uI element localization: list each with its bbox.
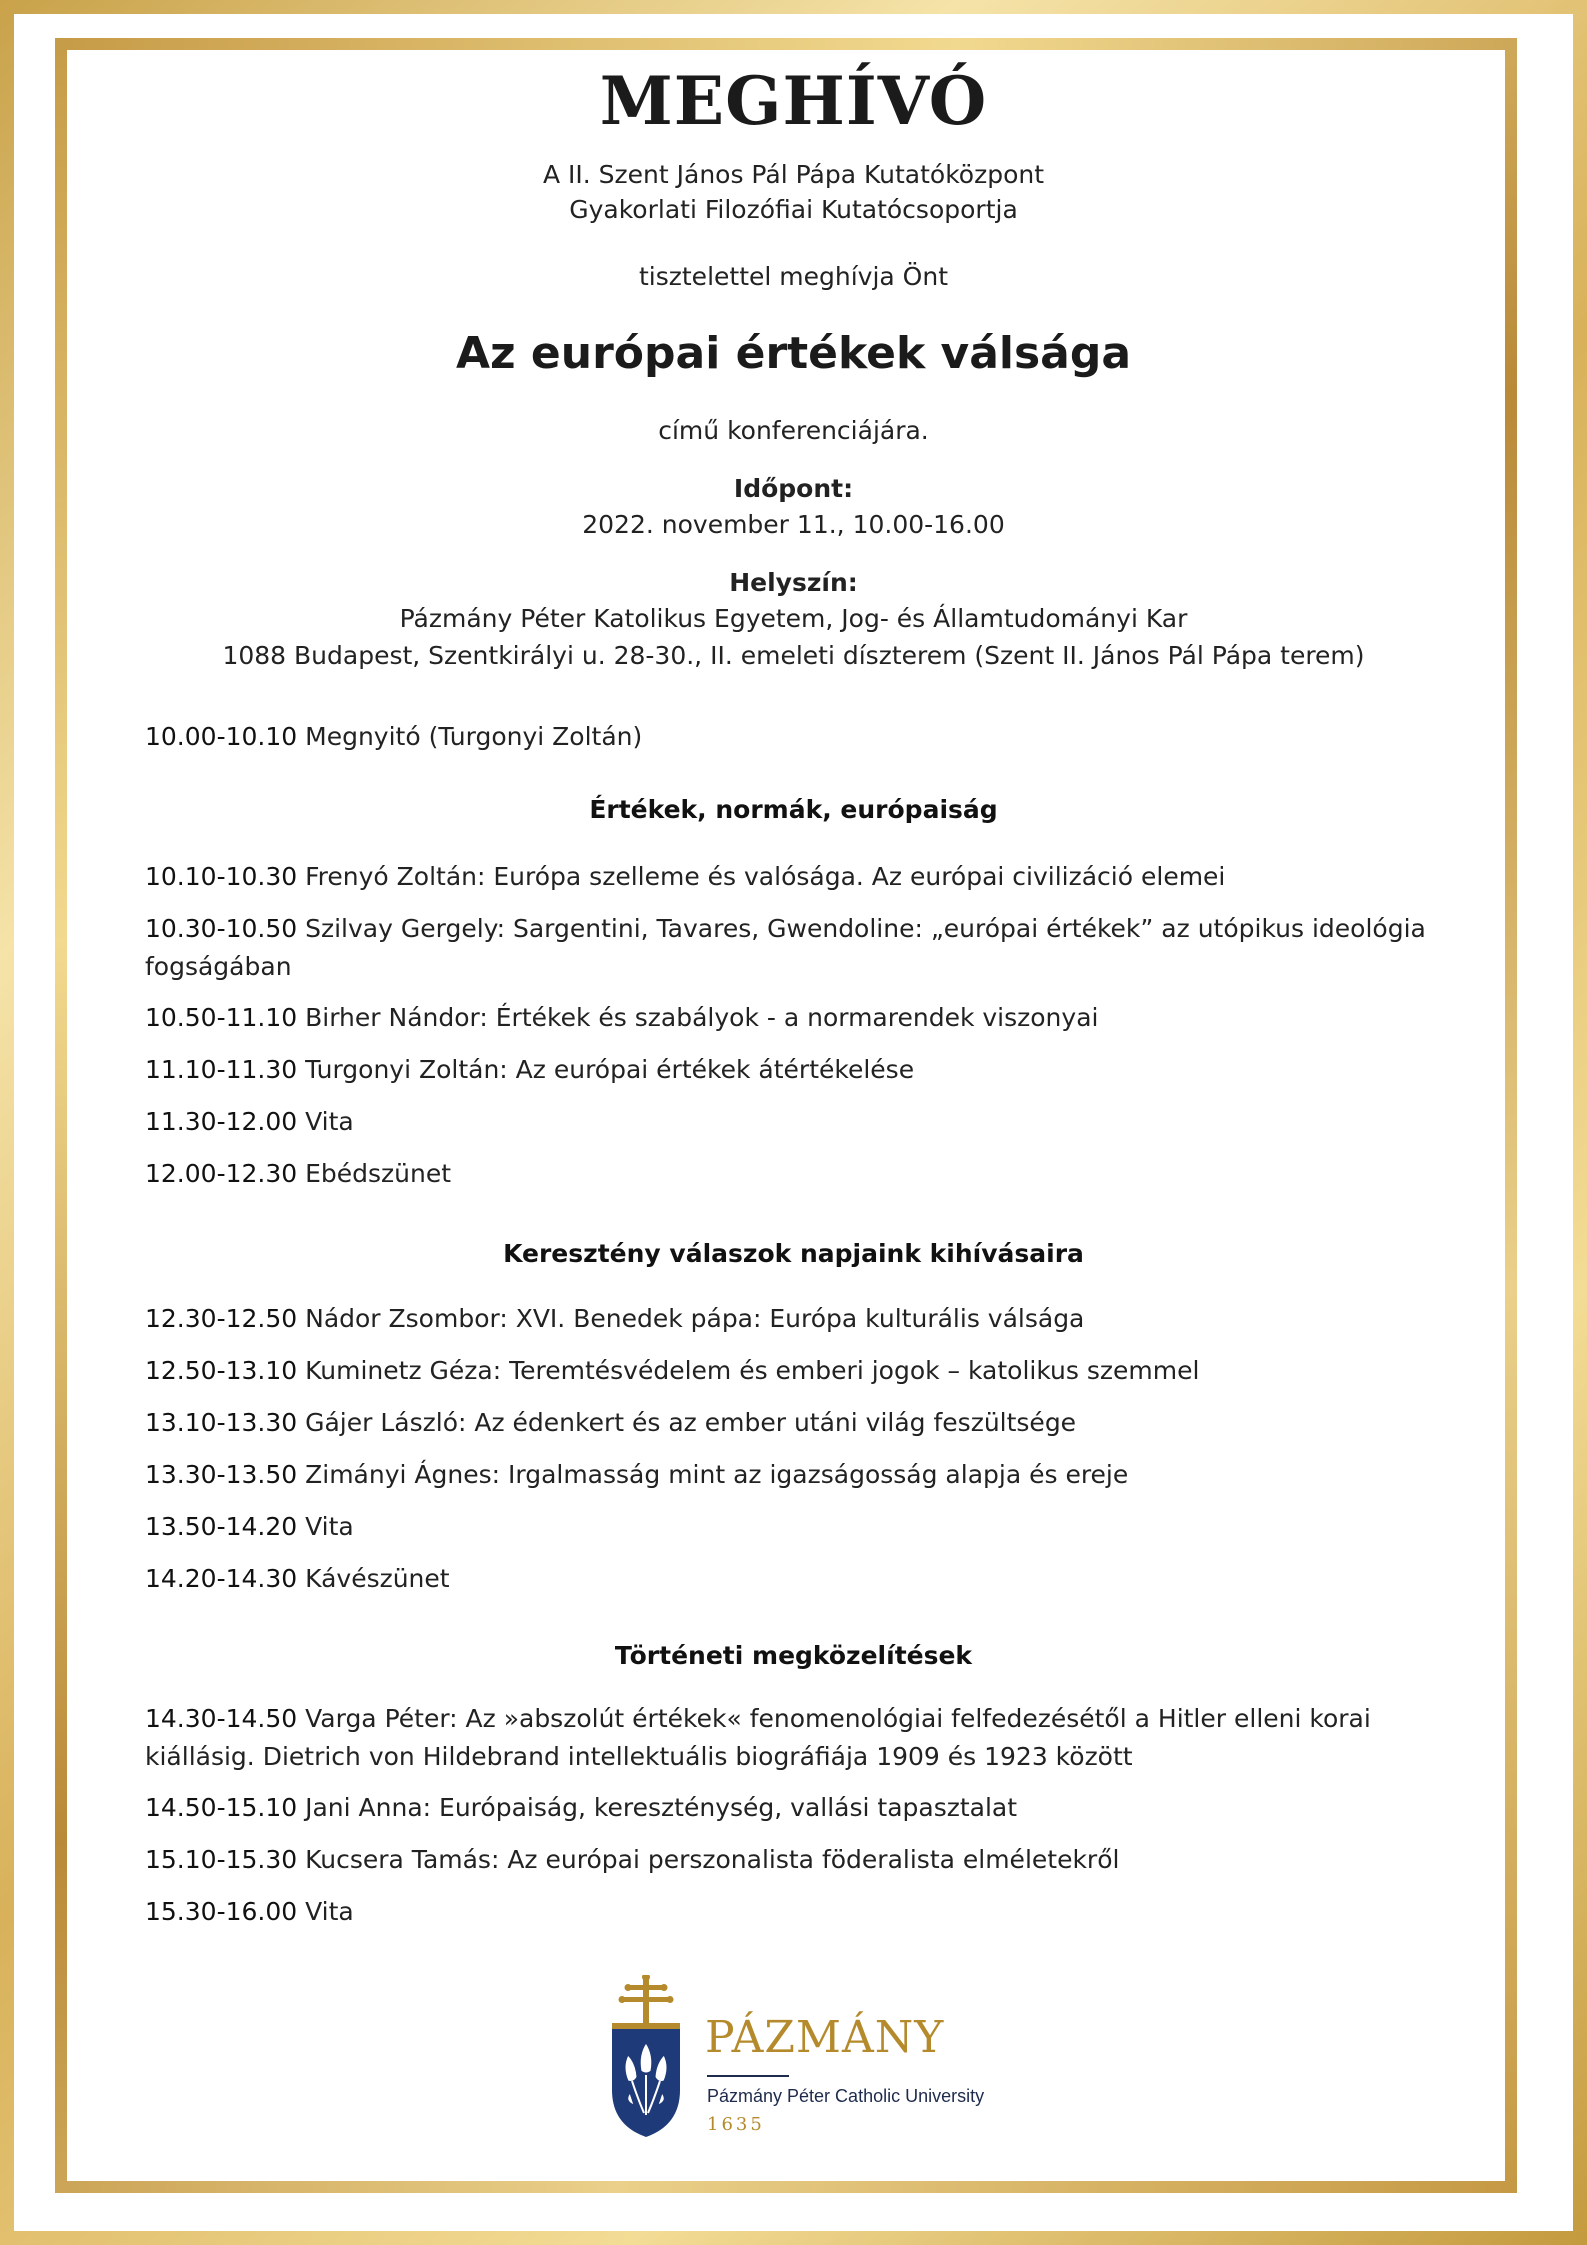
program-item: [145, 999, 1455, 1037]
program-text: Jani Anna: Európaiság, kereszténység, vallási tapasztalat: [297, 1793, 1018, 1822]
logo-wordmark: PÁZMÁNY: [705, 2012, 945, 2063]
program-text: Vita: [297, 1897, 354, 1926]
program-text: Varga Péter: Az »abszolút értékek« fenomenológiai felfedezésétől a Hitler elleni korai kiállásig. Dietrich von Hildebrand intellektuális biográfiája 1909 és 1923 között: [145, 1704, 1371, 1771]
program-text: Szilvay Gergely: Sargentini, Tavares, Gwendoline: „európai értékek” az utópikus ideológia fogságában: [145, 914, 1426, 981]
program-time: 10.30-10.50: [145, 914, 298, 943]
program-text: Birher Nándor: Értékek és szabályok - a normarendek viszonyai: [297, 1003, 1099, 1032]
program-time: 10.50-11.10: [145, 1003, 298, 1032]
program-item: [145, 1300, 1455, 1338]
logo-year: 1635: [707, 2114, 765, 2135]
page-title: MEGHÍVÓ: [599, 62, 988, 140]
program-text: Ebédszünet: [297, 1159, 452, 1188]
program-item: [145, 1456, 1455, 1494]
program-text: Frenyó Zoltán: Európa szelleme és valósága. Az európai civilizáció elemei: [297, 862, 1226, 891]
program-time: 12.00-12.30: [145, 1159, 298, 1188]
program-item: [145, 1560, 1455, 1598]
place-line-2: 1088 Budapest, Szentkirályi u. 28-30., II. emeleti díszterem (Szent II. János Pál Pápa terem): [222, 641, 1365, 670]
program-time: 15.30-16.00: [145, 1897, 298, 1926]
section-title-3: Történeti megközelítések: [614, 1641, 973, 1670]
program-time: 15.10-15.30: [145, 1845, 298, 1874]
program-text: Kávészünet: [297, 1564, 450, 1593]
program-item: [145, 1841, 1455, 1879]
program-text: Turgonyi Zoltán: Az európai értékek átértékelése: [297, 1055, 915, 1084]
program-text: Kuminetz Géza: Teremtésvédelem és emberi jogok – katolikus szemmel: [297, 1356, 1200, 1385]
organizer-line-1: A II. Szent János Pál Pápa Kutatóközpont: [542, 160, 1045, 189]
time-value: 2022. november 11., 10.00-16.00: [582, 510, 1005, 539]
program-text: Megnyitó (Turgonyi Zoltán): [297, 722, 643, 751]
section-title-1: Értékek, normák, európaiság: [589, 795, 998, 824]
program-item: [145, 910, 1455, 986]
place-label: Helyszín:: [729, 568, 858, 597]
program-item: [145, 1893, 1455, 1931]
program-item: [145, 1404, 1455, 1442]
program-item: [145, 858, 1455, 896]
program-item-opening: [145, 718, 1455, 756]
conference-suffix: című konferenciájára.: [658, 416, 929, 445]
program-text: Kucsera Tamás: Az európai perszonalista föderalista elméletekről: [297, 1845, 1120, 1874]
program-time: 13.10-13.30: [145, 1408, 298, 1437]
program-item: [145, 1352, 1455, 1390]
program-time: 12.30-12.50: [145, 1304, 298, 1333]
logo-subtitle: Pázmány Péter Catholic University: [707, 2086, 985, 2106]
invite-text: tisztelettel meghívja Önt: [638, 262, 948, 291]
program-time: 14.50-15.10: [145, 1793, 298, 1822]
conference-title: Az európai értékek válsága: [455, 328, 1132, 379]
program-text: Zimányi Ágnes: Irgalmasság mint az igazságosság alapja és ereje: [297, 1460, 1129, 1489]
program-time: 13.30-13.50: [145, 1460, 298, 1489]
program-item: [145, 1155, 1455, 1193]
program-time: 10.10-10.30: [145, 862, 298, 891]
program-item: [145, 1051, 1455, 1089]
program-text: Nádor Zsombor: XVI. Benedek pápa: Európa kulturális válsága: [297, 1304, 1085, 1333]
program-time: 11.30-12.00: [145, 1107, 298, 1136]
program-time: 11.10-11.30: [145, 1055, 298, 1084]
time-label: Időpont:: [733, 474, 854, 503]
program-time: 14.30-14.50: [145, 1704, 298, 1733]
program-item: [145, 1700, 1455, 1776]
program-item: [145, 1508, 1455, 1546]
program-text: Vita: [297, 1512, 354, 1541]
logo-divider: [707, 2075, 789, 2077]
program-time: 12.50-13.10: [145, 1356, 298, 1385]
program-text: Vita: [297, 1107, 354, 1136]
program-text: Gájer László: Az édenkert és az ember utáni világ feszültsége: [297, 1408, 1077, 1437]
section-title-2: Keresztény válaszok napjaink kihívásaira: [503, 1239, 1084, 1268]
program-time: 14.20-14.30: [145, 1564, 298, 1593]
program-time: 13.50-14.20: [145, 1512, 298, 1541]
program-item: [145, 1789, 1455, 1827]
program-time: 10.00-10.10: [145, 722, 298, 751]
organizer-line-2: Gyakorlati Filozófiai Kutatócsoportja: [569, 195, 1018, 224]
place-line-1: Pázmány Péter Katolikus Egyetem, Jog- és Államtudományi Kar: [399, 604, 1188, 633]
program-item: [145, 1103, 1455, 1141]
